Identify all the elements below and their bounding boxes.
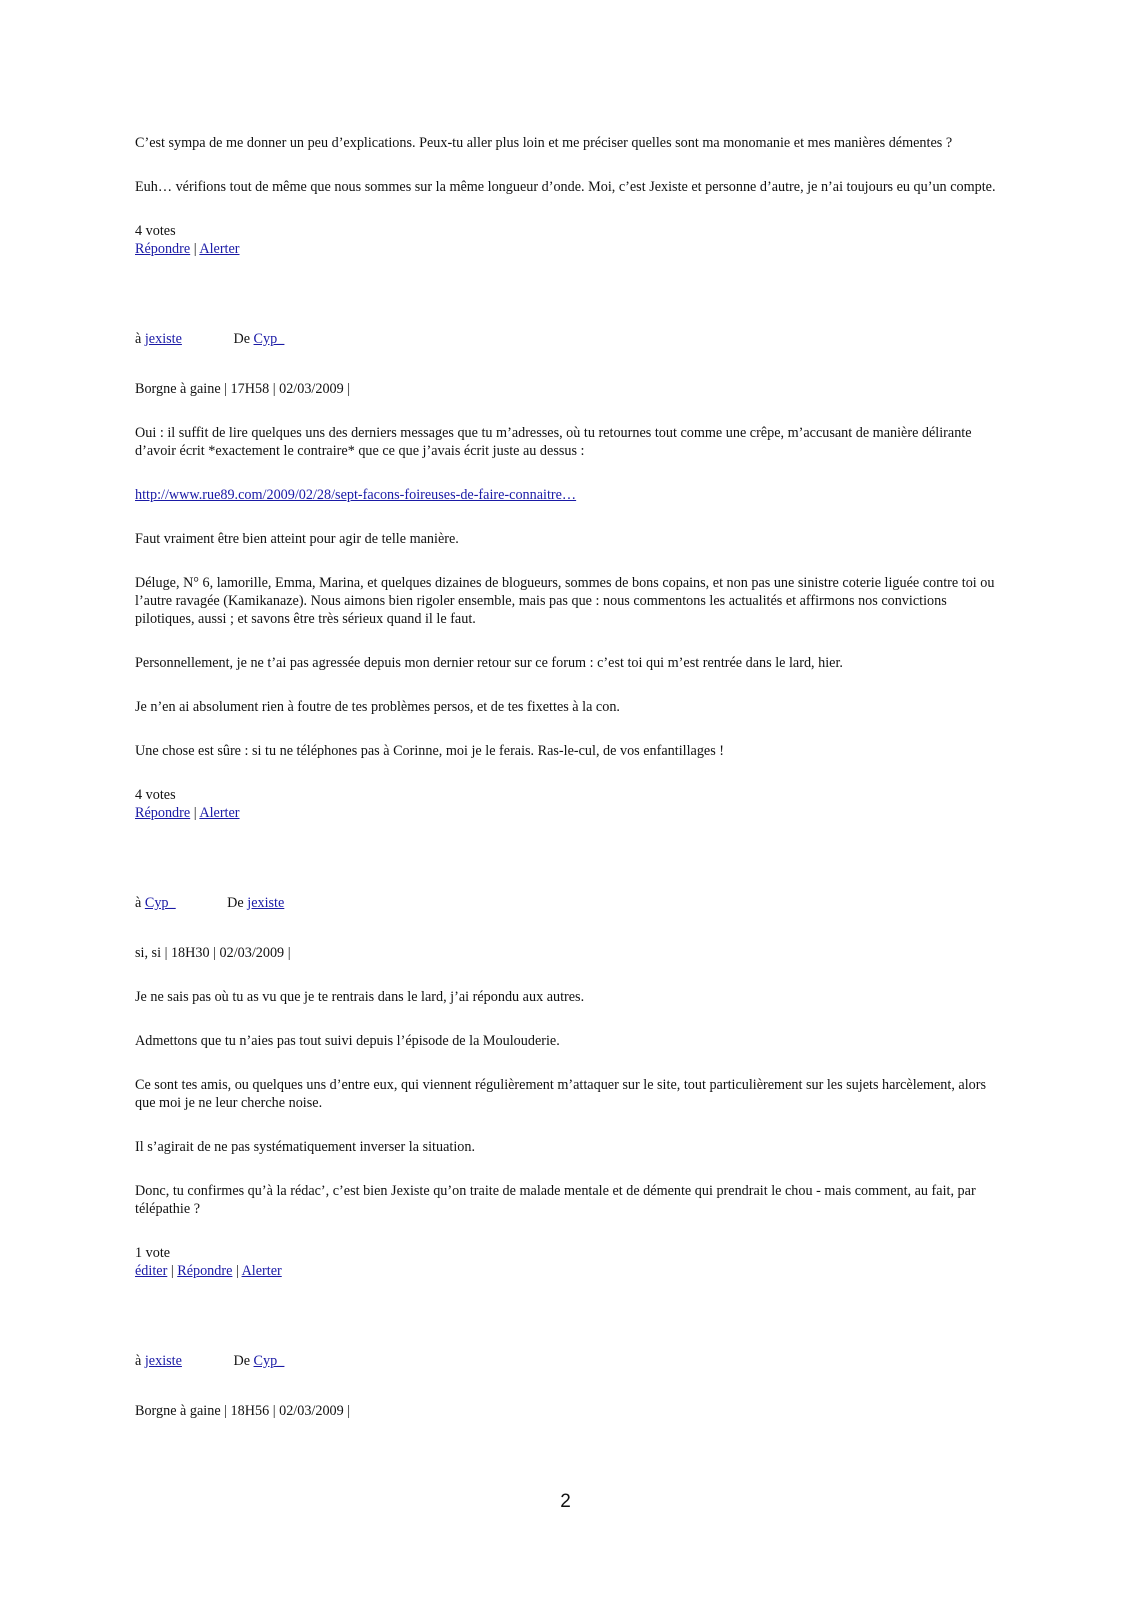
comment-meta: Borgne à gaine | 17H58 | 02/03/2009 |	[135, 381, 351, 397]
comment-paragraph: Admettons que tu n’aies pas tout suivi depuis l’épisode de la Moulouderie.	[135, 1033, 560, 1049]
comment-paragraph: Donc, tu confirmes qu’à la rédac’, c’est bien Jexiste qu’on traite de malade mentale et de démente qui prendrait le chou - mais comment, au fait, par télépathie ?	[135, 1183, 976, 1217]
report-link[interactable]: Alerter	[199, 241, 240, 257]
author-link[interactable]: jexiste	[247, 895, 285, 911]
comment-post	[135, 330, 1005, 822]
page-number: 2	[560, 1491, 571, 1512]
comment-paragraph: Déluge, N° 6, lamorille, Emma, Marina, et quelques dizaines de blogueurs, sommes de bons copains, et non pas une sinistre coterie liguée contre toi ou l’autre ravagée (Kamikanaze). Nous aimons bien rigoler ensemble, mais pas que : nous commentons les actualités et affirmons nos convictions pilotiques, aussi ; et savons être très sérieux quand il le faut.	[135, 575, 995, 627]
vote-count: 4 votes	[135, 787, 176, 803]
comment-paragraph: Je ne sais pas où tu as vu que je te rentrais dans le lard, j’ai répondu aux autres.	[135, 989, 585, 1005]
intro-paragraph-2: Euh… vérifions tout de même que nous sommes sur la même longueur d’onde. Moi, c’est Jexiste et personne d’autre, je n’ai toujours eu qu’un compte.	[135, 179, 996, 195]
comment-actions: Répondre | Alerter	[135, 805, 240, 821]
recipient-link[interactable]: jexiste	[144, 331, 182, 347]
comment-post	[135, 894, 1005, 1280]
intro-paragraph-1: C’est sympa de me donner un peu d’explications. Peux-tu aller plus loin et me préciser quelles sont ma monomanie et mes manières démentes ?	[135, 135, 953, 151]
comment-paragraph: Faut vraiment être bien atteint pour agir de telle manière.	[135, 531, 459, 547]
external-link[interactable]: http://www.rue89.com/2009/02/28/sept-facons-foireuses-de-faire-connaitre…	[135, 487, 577, 503]
document-content	[135, 134, 1005, 1446]
author-link[interactable]: Cyp_	[253, 331, 285, 347]
comment-header: à Cyp_ De jexiste	[135, 895, 285, 911]
comment-actions: Répondre | Alerter	[135, 241, 240, 257]
comment-paragraph: Oui : il suffit de lire quelques uns des derniers messages que tu m’adresses, où tu retournes tout comme une crêpe, m’accusant de manière délirante d’avoir écrit *exactement le contraire* que ce que j’avais écrit juste au dessus :	[135, 425, 972, 459]
comment-actions: éditer | Répondre | Alerter	[135, 1263, 282, 1279]
comment-paragraph: Personnellement, je ne t’ai pas agressée depuis mon dernier retour sur ce forum : c’est toi qui m’est rentrée dans le lard, hier.	[135, 655, 843, 671]
comment-paragraph: Ce sont tes amis, ou quelques uns d’entre eux, qui viennent régulièrement m’attaquer sur le site, tout particulièrement sur les sujets harcèlement, alors que moi je ne leur cherche noise.	[135, 1077, 987, 1111]
report-link[interactable]: Alerter	[241, 1263, 282, 1279]
comment-header: à jexiste De Cyp_	[135, 331, 285, 347]
comment-meta: Borgne à gaine | 18H56 | 02/03/2009 |	[135, 1403, 351, 1419]
recipient-link[interactable]: Cyp_	[144, 895, 176, 911]
recipient-link[interactable]: jexiste	[144, 1353, 182, 1369]
author-link[interactable]: Cyp_	[253, 1353, 285, 1369]
comment-post	[135, 1352, 1005, 1420]
comment-paragraph: Je n’en ai absolument rien à foutre de tes problèmes persos, et de tes fixettes à la con.	[135, 699, 620, 715]
vote-count: 1 vote	[135, 1245, 171, 1261]
comment-paragraph: Il s’agirait de ne pas systématiquement inverser la situation.	[135, 1139, 476, 1155]
reply-link[interactable]: Répondre	[177, 1263, 233, 1279]
comment-paragraph: Une chose est sûre : si tu ne téléphones pas à Corinne, moi je le ferais. Ras-le-cul, de vos enfantillages !	[135, 743, 724, 759]
comment-header: à jexiste De Cyp_	[135, 1353, 285, 1369]
reply-link[interactable]: Répondre	[135, 241, 191, 257]
edit-link[interactable]: éditer	[135, 1263, 168, 1279]
reply-link[interactable]: Répondre	[135, 805, 191, 821]
comment-meta: si, si | 18H30 | 02/03/2009 |	[135, 945, 291, 961]
vote-count: 4 votes	[135, 223, 176, 239]
report-link[interactable]: Alerter	[199, 805, 240, 821]
